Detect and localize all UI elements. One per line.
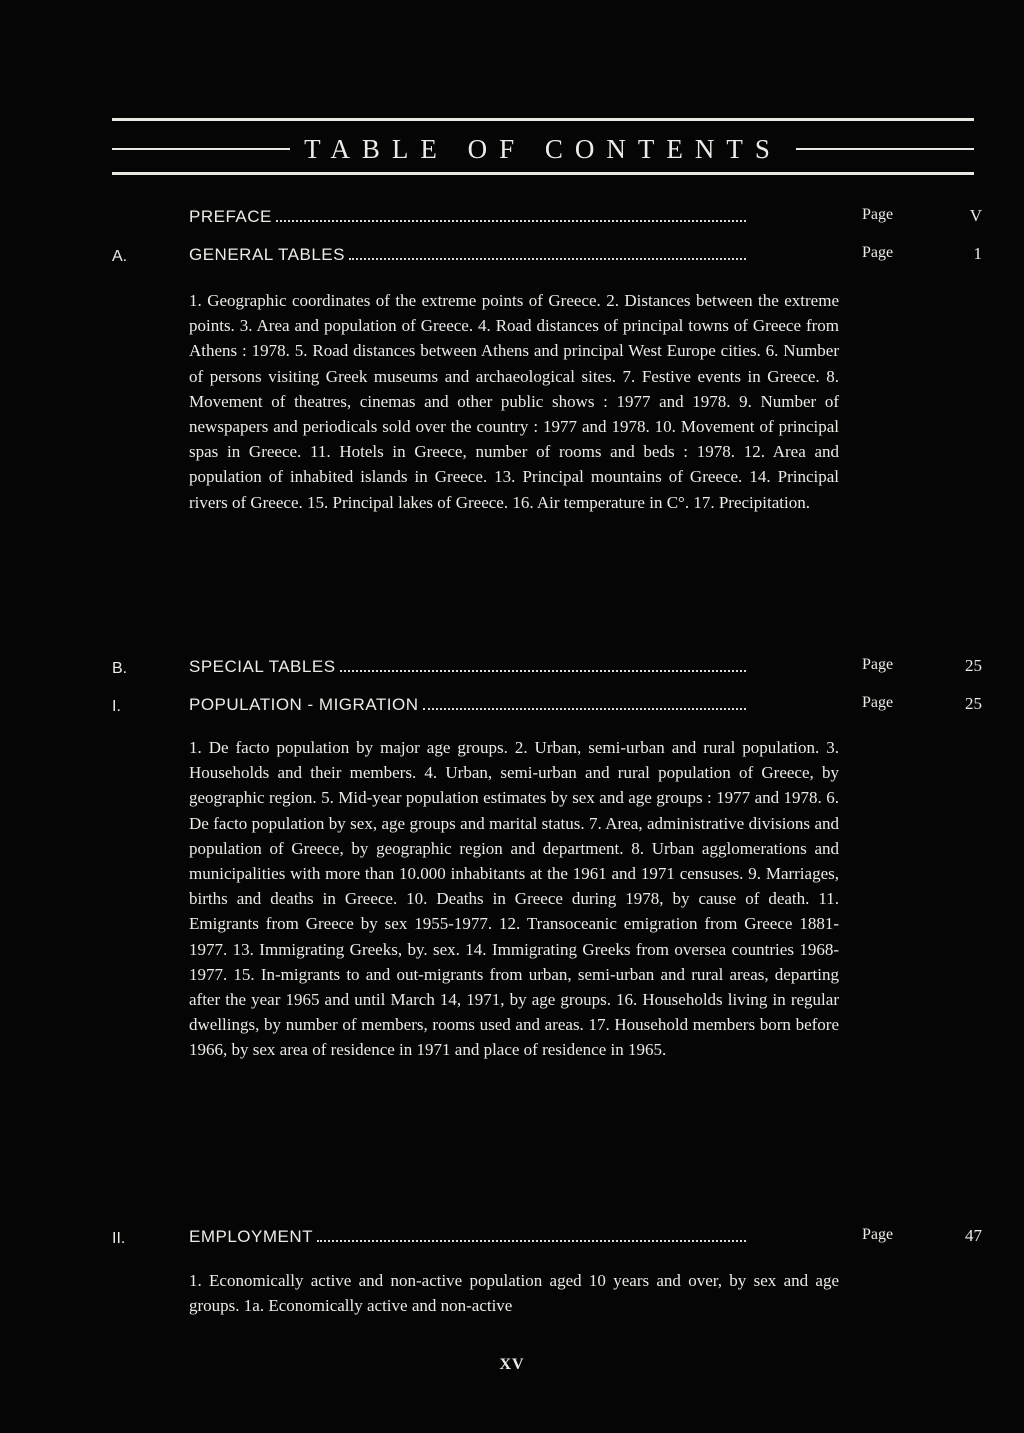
entry-heading	[189, 244, 746, 265]
entry-label: GENERAL TABLES	[189, 245, 345, 264]
page-number: V	[969, 206, 982, 225]
title-right-line	[796, 148, 974, 150]
population-tables-list: 1. De facto population by major age groups. 2. Urban, semi-urban and rural population. 3. Households and their members. 4. Urban, semi-urban and rural population of Greece, by geographic region. 5. Mid-year population estimates by sex and age groups : 1977 and 1978. 6. De facto population by sex, age groups and marital status. 7. Area, administrative divisions and population of Greece, by geographic region and department. 8. Urban agglomerations and municipalities with more than 10.000 inhabitants at the 1961 and 1971 censuses. 9. Marriages, births and deaths in Greece. 10. Deaths in Greece during 1978, by cause of death. 11. Emigrants from Greece by sex 1955-1977. 12. Transoceanic emigration from Greece 1881-1977. 13. Immigrating Greeks, by. sex. 14. Immigrating Greeks from oversea countries 1968-1977. 15. In-migrants to and out-migrants from urban, semi-urban and rural areas, departing after the year 1965 and until March 14, 1971, by age groups. 16. Households living in regular dwellings, by number of members, rooms used and areas. 17. Household members born before 1966, by sex area of residence in 1971 and place of residence in 1965.	[189, 738, 839, 1060]
page-word: Page	[862, 656, 894, 673]
entry-heading	[189, 656, 746, 677]
page-word: Page	[862, 1226, 894, 1243]
dot-leader	[276, 206, 746, 222]
title-row	[112, 132, 974, 166]
toc-entry-employment[interactable]	[112, 1226, 982, 1254]
toc-entry-population-migration[interactable]	[112, 694, 982, 722]
toc-entry-preface[interactable]	[112, 206, 982, 234]
title-left-line	[112, 148, 290, 150]
page-number: 1	[973, 244, 982, 263]
entry-heading	[189, 206, 746, 227]
page-word: Page	[862, 244, 894, 261]
entry-label: PREFACE	[189, 207, 272, 226]
employment-tables-list: 1. Economically active and non-active population aged 10 years and over, by sex and age groups. 1a. Economically active and non-active	[189, 1271, 839, 1316]
entry-letter: I.	[112, 698, 121, 715]
page-folio: XV	[499, 1356, 525, 1373]
page-title: TABLE OF CONTENTS	[304, 133, 782, 164]
page-number: 25	[965, 656, 982, 675]
page-number: 25	[965, 694, 982, 713]
toc-entry-special-tables[interactable]	[112, 656, 982, 684]
page-number: 47	[965, 1226, 982, 1245]
toc-entry-general-tables[interactable]	[112, 244, 982, 272]
dot-leader	[340, 656, 746, 672]
bottom-rule	[112, 172, 974, 175]
entry-letter: A.	[112, 248, 128, 265]
entry-letter: B.	[112, 660, 128, 677]
entry-label: SPECIAL TABLES	[189, 657, 336, 676]
top-rule	[112, 118, 974, 121]
entry-heading	[189, 694, 746, 715]
entry-letter: II.	[112, 1230, 126, 1247]
general-tables-list: 1. Geographic coordinates of the extreme points of Greece. 2. Distances between the extreme points. 3. Area and population of Greece. 4. Road distances of principal towns of Greece from Athens : 1978. 5. Road distances between Athens and principal West Europe cities. 6. Number of persons visiting Greek museums and archaeological sites. 7. Festive events in Greece. 8. Movement of theatres, cinemas and other public shows : 1977 and 1978. 9. Number of newspapers and periodicals sold over the country : 1977 and 1978. 10. Movement of principal spas in Greece. 11. Hotels in Greece, number of rooms and beds : 1978. 12. Area and population of inhabited islands in Greece. 13. Principal mountains of Greece. 14. Principal rivers of Greece. 15. Principal lakes of Greece. 16. Air temperature in C°. 17. Precipitation.	[189, 291, 839, 512]
entry-heading	[189, 1226, 746, 1247]
page-word: Page	[862, 206, 894, 223]
page-word: Page	[862, 694, 894, 711]
dot-leader	[423, 694, 747, 710]
dot-leader	[317, 1226, 746, 1242]
entry-label: EMPLOYMENT	[189, 1227, 314, 1246]
entry-label: POPULATION - MIGRATION	[189, 695, 419, 714]
dot-leader	[349, 244, 746, 260]
